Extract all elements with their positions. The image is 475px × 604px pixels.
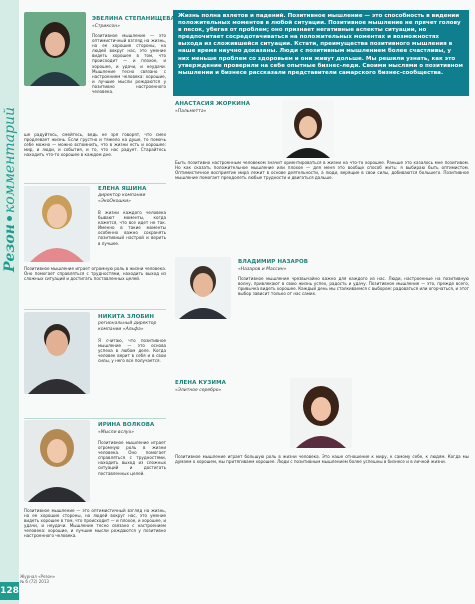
text-volkova: Позитивное мышление играет огромную роль в жизни человека. Оно помогает справляться с трудностями, находить выход из сложных ситуаций и достигать поставленных целей. — [98, 440, 166, 476]
photo-yashina — [24, 186, 90, 262]
photo-zlobin — [24, 312, 90, 394]
photo-stepanishcheva — [24, 12, 86, 86]
role-nazarov: «Назаров и Массин» — [238, 267, 287, 272]
name-volkova: ИРИНА ВОЛКОВА — [98, 422, 155, 428]
divider-2 — [24, 309, 166, 310]
role-kuzima: «Элитное серебро» — [175, 388, 222, 393]
issue-info: Журнал «Резон» № 6 (72) 2013 — [20, 574, 56, 584]
role-zlobin: региональный директор компании «Альфа» — [98, 321, 157, 332]
text-kuzima: Позитивное мышление играет большую роль в жизни человека. Это наше отношение к миру, к самому себе, к людям. Когда мы думаем о хорошем, мы притягиваем хорошее. Люди с позитивным мышлением более успешны в бизнесе и в личной жизни. — [175, 454, 469, 465]
name-yashina: ЕЛЕНА ЯШИНА — [98, 186, 147, 192]
name-nazarov: ВЛАДИМИР НАЗАРОВ — [238, 259, 309, 265]
headline-box: Жизнь полна взлетов и падений. Позитивное мышление — это способность в видении положительных моментов в любой ситуации. Позитивное мышление не прячет голову в песок, убегая от проблем; оно признает негативные аспекты ситуации, но предпочитает сосредотачиваться на положительных моментах и возможностях выхода из сложившейся ситуации. Кстати, преимущества позитивного мышления в наше время научно доказаны. Люди с позитивным мышлением более счастливы, у них меньше проблем со здоровьем и они живут дольше. Мы решили узнать, как это утверждение проверили на себе опытные бизнес-леди. Своими мыслями о позитивном мышлении и бизнесе рассказали представители самарского бизнес-сообщества. — [173, 10, 469, 96]
section-sidebar — [0, 0, 19, 604]
text-zlobin: Я считаю, что позитивное мышление — это основа успеха в любом деле. Когда человек верит в себя и в свои силы, у него все получается. — [98, 338, 166, 364]
photo-zhorkina — [282, 100, 334, 158]
text-nazarov: Позитивное мышление чрезвычайно важно для каждого из нас. Люди, настроенные на позитивную волну, привлекают в свою жизнь успех, радость и удачу. Позитивное мышление — это, прежде всего, привычка видеть хорошее. Каждый день мы сталкиваемся с выбором: радоваться или огорчаться, и этот выбор зависит только от нас самих. — [238, 276, 469, 297]
photo-kuzima — [290, 378, 352, 448]
text-yashina-cont: Позитивное мышление играет огромную роль в жизни человека. Оно помогает справляться с трудностями, находить выход из сложных ситуаций и достигать поставленных целей. — [24, 266, 166, 282]
role-yashina: директор компании «ЭкоОкошки» — [98, 193, 146, 204]
text-zhorkina: Быть позитивно настроенным человеком значит ориентироваться в жизни на что-то хорошее. Раньше это казалось мне позитивом. Но как сказать положительное мышление или плохое — для меня это вообще способ жить: я выбираю быть оптимистом. Оптимистичное восприятие мира лежит в основе деятельности, а люди, верящие в свои силы, добиваются большего. Позитивное мышление помогает преодолеть любые трудности и двигаться дальше. — [175, 160, 469, 181]
name-zhorkina: АНАСТАСИЯ ЖОРКИНА — [175, 101, 251, 107]
photo-nazarov — [175, 257, 231, 319]
photo-volkova — [24, 420, 90, 502]
role-stepanishcheva: «Стриксон» — [92, 24, 120, 29]
role-volkova: «Мысли вслух» — [98, 430, 135, 435]
text-stepanishcheva: Позитивное мышление — это оптимистичный взгляд на жизнь, на ее хорошие стороны, на людей вокруг нас, это умение видеть хорошее в том, что происходит — и плохое, и хорошее, и удачи, и неудачи. Мышление тесно связано с настроением человека: хорошие, и лучшие мысли рождаются у позитивно настроенного человека. — [92, 33, 166, 95]
divider-3 — [24, 418, 166, 419]
section-title: Резонкомментарий — [2, 106, 18, 272]
name-stepanishcheva: ЭВЕЛИНА СТЕПАНИЩЕВА — [92, 16, 175, 22]
text-volkova-cont: Позитивное мышление — это оптимистичный взгляд на жизнь, на ее хорошие стороны, на людей вокруг нас, это умение видеть хорошее в том, что происходит — и плохое, и хорошее, и удачи, и неудачи. Мышление тесно связано с настроением человека: хорошие, и лучшие мысли рождаются у позитивно настроенного человека. — [24, 508, 166, 539]
text-yashina: В жизни каждого человека бывают моменты, когда кажется, что все идет не так. Именно в такие моменты особенно важно сохранять позитивный настрой и верить в лучшее. — [98, 210, 166, 246]
name-zlobin: НИКИТА ЗЛОБИН — [98, 314, 155, 320]
role-zhorkina: «Пальметта» — [175, 109, 207, 114]
divider-1 — [24, 183, 166, 184]
text-stepanishcheva-cont: ше радуйтесь, смейтесь, ведь не зря говорят, что смех продлевает жизнь. Если грустно и тяжело на душе, то помочь себе можно — можно вспомнить, что в жизни есть и хорошее: мир, и люди, и события, и то, что нас радует. Старайтесь находить что-то хорошее в каждом дне. — [24, 132, 166, 158]
page-number: 128 — [0, 582, 19, 600]
name-kuzima: ЕЛЕНА КУЗИМА — [175, 380, 227, 386]
